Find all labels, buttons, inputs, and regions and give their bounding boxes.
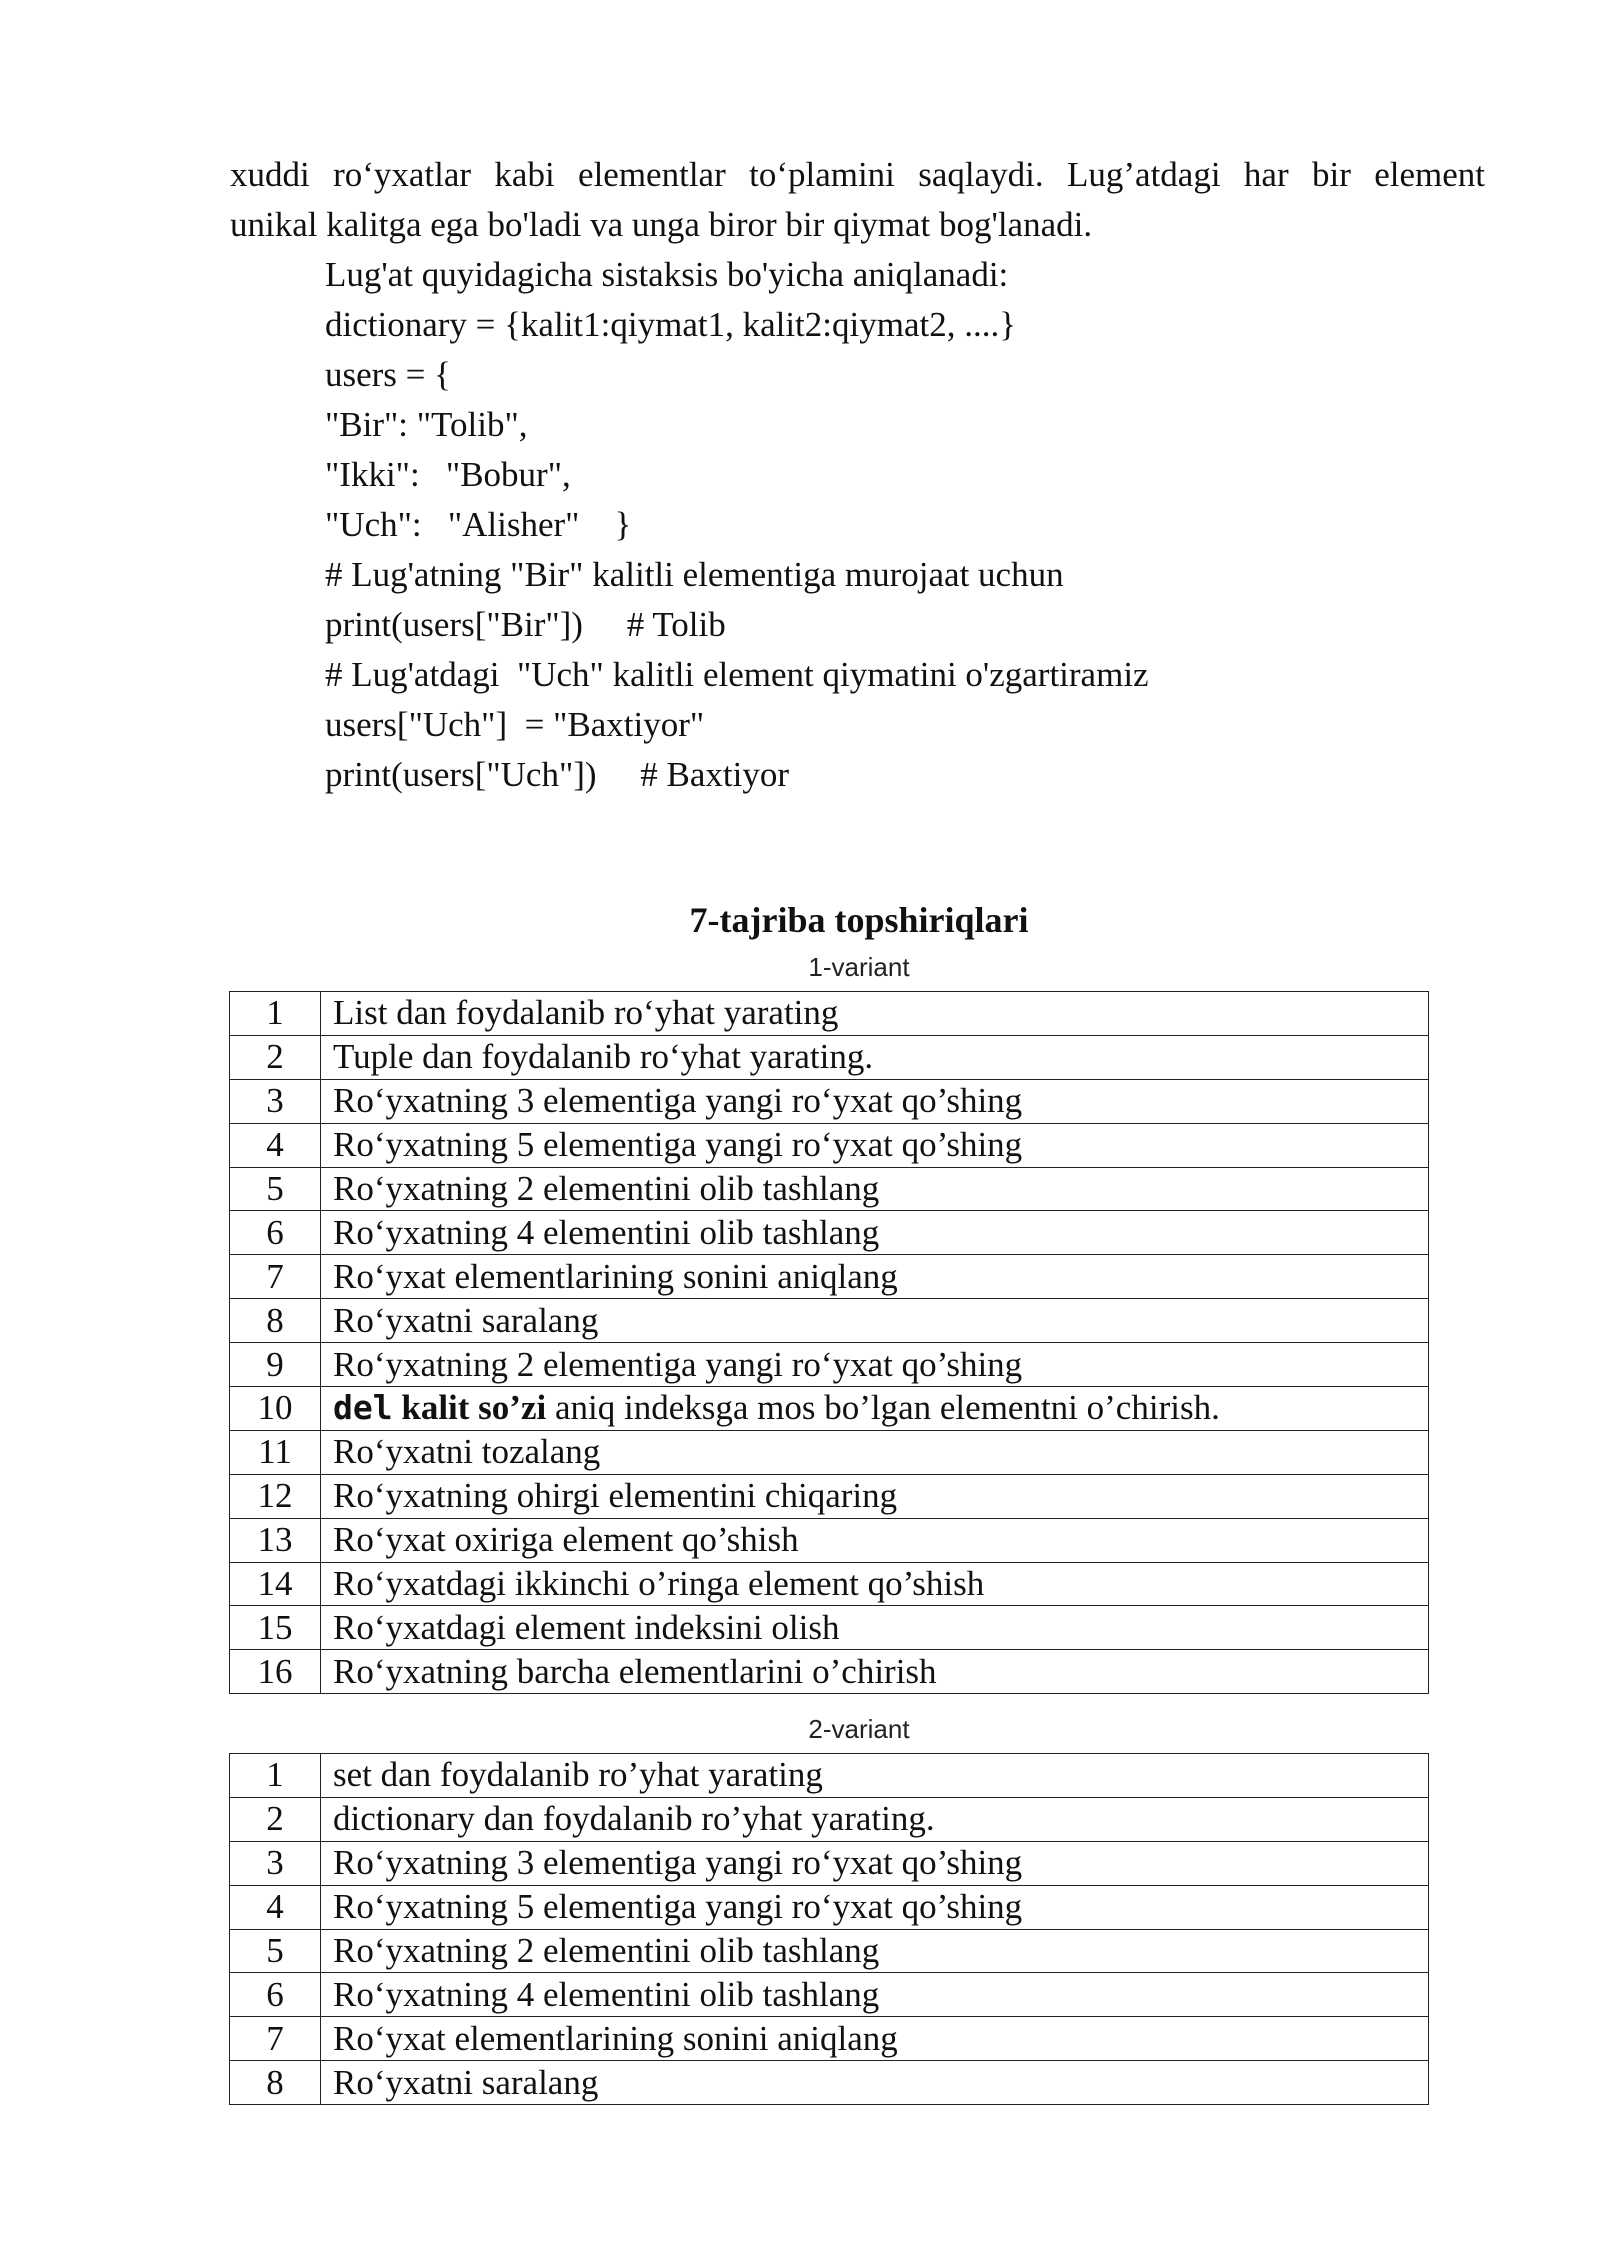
task-text: Ro‘yxatdagi ikkinchi o’ringa element qo’shish: [321, 1562, 1429, 1606]
task-number: 1: [230, 992, 321, 1036]
task-text: Ro‘yxatning 2 elementiga yangi ro‘yxat qo’shing: [321, 1343, 1429, 1387]
table-row: [230, 1167, 1429, 1211]
keyword-code: del: [333, 1388, 393, 1428]
code-line: "Uch": "Alisher" }: [325, 505, 632, 544]
task-text: Ro‘yxatning 5 elementiga yangi ro‘yxat qo’shing: [321, 1885, 1429, 1929]
variant-1-caption: 1-variant: [808, 952, 910, 982]
task-text: Ro‘yxat elementlarining sonini aniqlang: [321, 2017, 1429, 2061]
task-number: 15: [230, 1606, 321, 1650]
task-number: 3: [230, 1841, 321, 1885]
table-row: [230, 1754, 1429, 1798]
task-text: Ro‘yxatni saralang: [321, 1299, 1429, 1343]
table-row: [230, 992, 1429, 1036]
task-text: Ro‘yxat oxiriga element qo’shish: [321, 1518, 1429, 1562]
task-number: 3: [230, 1079, 321, 1123]
task-text: Ro‘yxatning 4 elementini olib tashlang: [321, 1973, 1429, 2017]
task-text: [321, 1387, 1429, 1431]
task-number: 7: [230, 2017, 321, 2061]
table-row: [230, 1123, 1429, 1167]
table-row: [230, 1797, 1429, 1841]
table-row: [230, 1474, 1429, 1518]
task-description: aniq indeksga mos bo’lgan elementni o’chirish.: [546, 1388, 1220, 1428]
task-number: 10: [230, 1387, 321, 1431]
table-row: [230, 1841, 1429, 1885]
variant-1-table: [229, 991, 1429, 1694]
task-text: List dan foydalanib ro‘yhat yarating: [321, 992, 1429, 1036]
code-line: print(users["Uch"]) # Baxtiyor: [325, 755, 790, 794]
task-number: 9: [230, 1343, 321, 1387]
task-text: Ro‘yxatni tozalang: [321, 1430, 1429, 1474]
task-number: 4: [230, 1885, 321, 1929]
table-row: [230, 1343, 1429, 1387]
task-text: set dan foydalanib ro’yhat yarating: [321, 1754, 1429, 1798]
code-line: # Lug'atning "Bir" kalitli elementiga murojaat uchun: [325, 555, 1064, 594]
task-text: Ro‘yxatning barcha elementlarini o’chirish: [321, 1650, 1429, 1694]
table-row: [230, 1518, 1429, 1562]
task-text: Ro‘yxatning 3 elementiga yangi ro‘yxat qo’shing: [321, 1841, 1429, 1885]
task-text: Ro‘yxatning 4 elementini olib tashlang: [321, 1211, 1429, 1255]
task-number: 14: [230, 1562, 321, 1606]
task-number: 16: [230, 1650, 321, 1694]
task-number: 2: [230, 1035, 321, 1079]
task-text: Ro‘yxatning 3 elementiga yangi ro‘yxat qo’shing: [321, 1079, 1429, 1123]
code-line: "Ikki": "Bobur",: [325, 455, 571, 494]
task-text: Ro‘yxatning 2 elementini olib tashlang: [321, 1929, 1429, 1973]
task-text: Ro‘yxatning 2 elementini olib tashlang: [321, 1167, 1429, 1211]
table-row: [230, 1650, 1429, 1694]
task-number: 4: [230, 1123, 321, 1167]
table-row: [230, 2061, 1429, 2105]
table-row: [230, 1387, 1429, 1431]
task-number: 1: [230, 1754, 321, 1798]
code-line: users = {: [325, 355, 451, 394]
task-number: 2: [230, 1797, 321, 1841]
task-text: Ro‘yxat elementlarining sonini aniqlang: [321, 1255, 1429, 1299]
code-example: [325, 250, 1149, 800]
task-number: 12: [230, 1474, 321, 1518]
table-row: [230, 1562, 1429, 1606]
keyword-label: kalit so’zi: [392, 1388, 547, 1428]
task-text: Tuple dan foydalanib ro‘yhat yarating.: [321, 1035, 1429, 1079]
task-text: Ro‘yxatning ohirgi elementini chiqaring: [321, 1474, 1429, 1518]
intro-line-1: xuddi ro‘yxatlar kabi elementlar to‘plamini saqlaydi. Lug’atdagi har bir element: [230, 155, 1485, 194]
table-row: [230, 1430, 1429, 1474]
task-number: 8: [230, 1299, 321, 1343]
task-number: 7: [230, 1255, 321, 1299]
table-row: [230, 1211, 1429, 1255]
task-number: 11: [230, 1430, 321, 1474]
code-line: print(users["Bir"]) # Tolib: [325, 605, 726, 644]
table-row: [230, 1255, 1429, 1299]
task-number: 6: [230, 1973, 321, 2017]
table-row: [230, 1035, 1429, 1079]
table-row: [230, 1929, 1429, 1973]
variant-2-table: [229, 1753, 1429, 2105]
task-text: Ro‘yxatdagi element indeksini olish: [321, 1606, 1429, 1650]
task-text: Ro‘yxatning 5 elementiga yangi ro‘yxat qo’shing: [321, 1123, 1429, 1167]
code-line: Lug'at quyidagicha sistaksis bo'yicha aniqlanadi:: [325, 255, 1009, 294]
table-row: [230, 1885, 1429, 1929]
table-row: [230, 1606, 1429, 1650]
task-number: 13: [230, 1518, 321, 1562]
task-number: 6: [230, 1211, 321, 1255]
task-text: dictionary dan foydalanib ro’yhat yarating.: [321, 1797, 1429, 1841]
task-number: 5: [230, 1929, 321, 1973]
table-row: [230, 1299, 1429, 1343]
table-row: [230, 2017, 1429, 2061]
intro-paragraph: [230, 150, 1485, 250]
section-heading: 7-tajriba topshiriqlari: [689, 900, 1029, 940]
task-text: Ro‘yxatni saralang: [321, 2061, 1429, 2105]
code-line: dictionary = {kalit1:qiymat1, kalit2:qiymat2, ....}: [325, 305, 1017, 344]
intro-line-2: unikal kalitga ega bo'ladi va unga biror bir qiymat bog'lanadi.: [230, 205, 1093, 244]
task-number: 8: [230, 2061, 321, 2105]
table-row: [230, 1973, 1429, 2017]
task-number: 5: [230, 1167, 321, 1211]
code-line: # Lug'atdagi "Uch" kalitli element qiymatini o'zgartiramiz: [325, 655, 1149, 694]
table-row: [230, 1079, 1429, 1123]
variant-2-caption: 2-variant: [808, 1714, 910, 1744]
code-line: "Bir": "Tolib",: [325, 405, 528, 444]
code-line: users["Uch"] = "Baxtiyor": [325, 705, 705, 744]
